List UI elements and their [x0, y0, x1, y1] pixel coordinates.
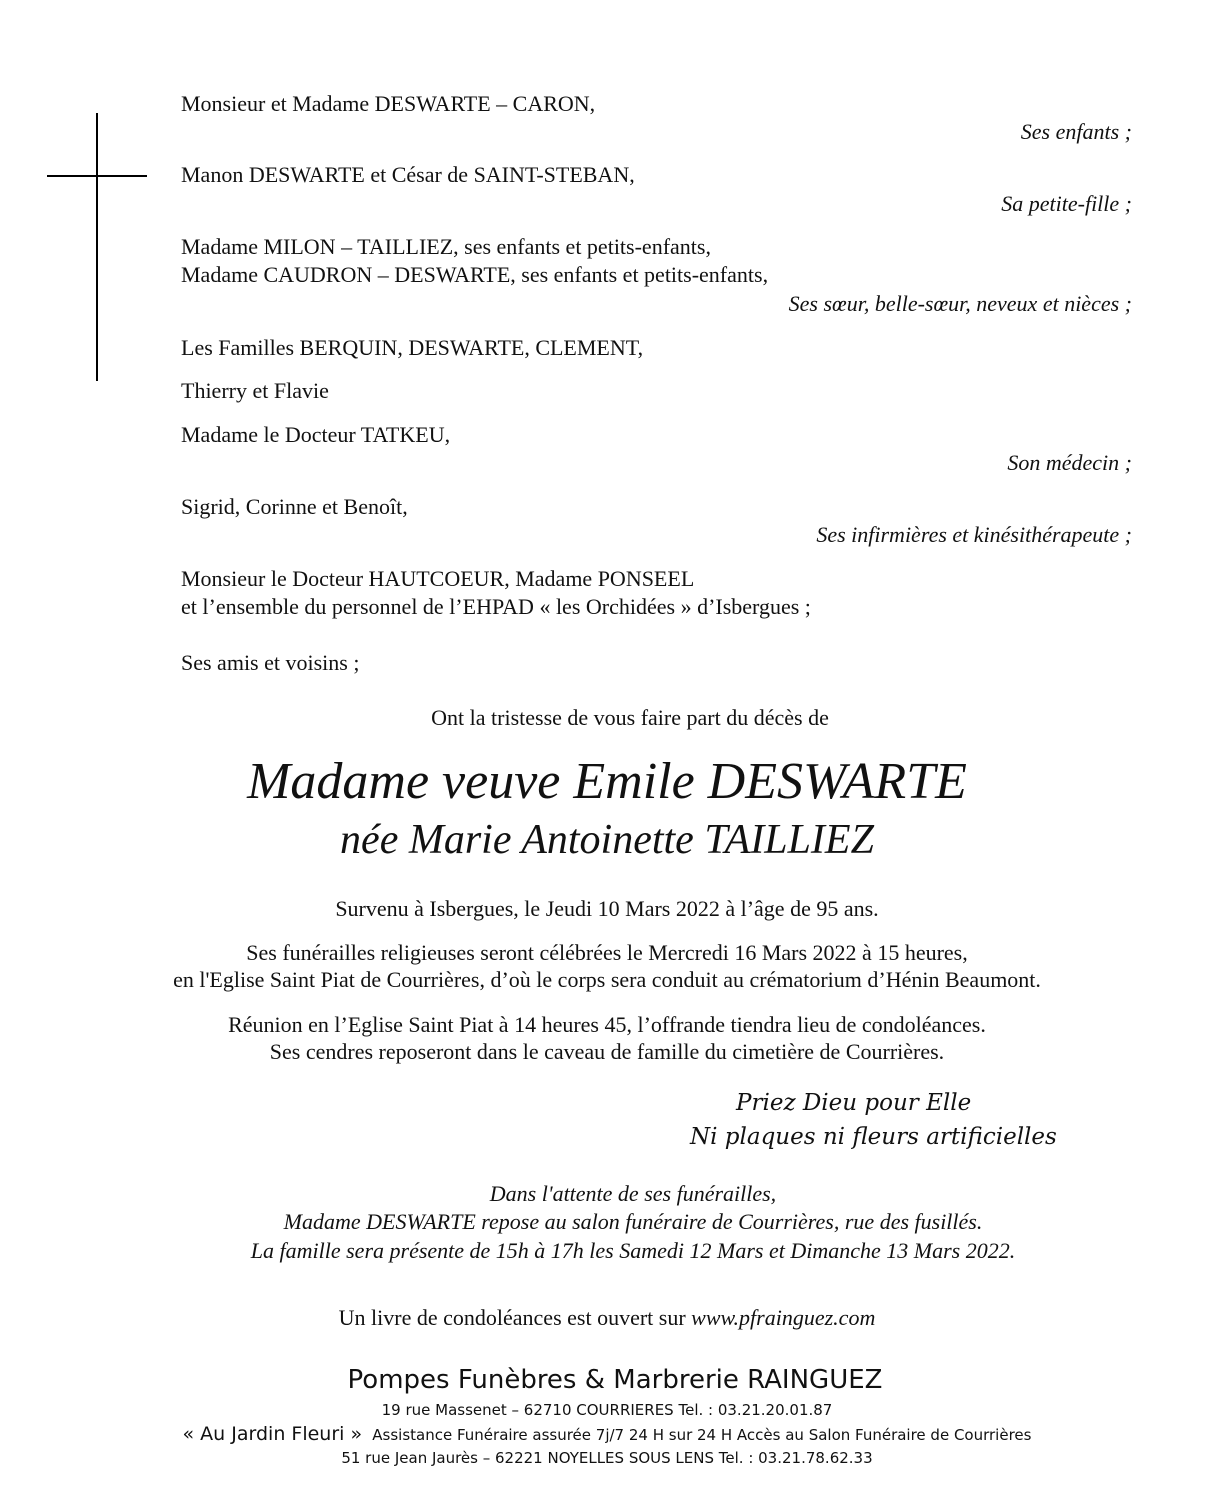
- jardin-address: 51 rue Jean Jaurès – 62221 NOYELLES SOUS LENS Tel. : 03.21.78.62.33: [341, 1449, 873, 1467]
- relation-label: Ses enfants ;: [1020, 119, 1132, 144]
- family-line: Madame CAUDRON – DESWARTE, ses enfants et petits-enfants,: [181, 262, 769, 287]
- relation-label: Ses infirmières et kinésithérapeute ;: [816, 522, 1132, 547]
- condolence-url[interactable]: www.pfrainguez.com: [691, 1305, 876, 1330]
- company-name: Pompes Funèbres & Marbrerie RAINGUEZ: [347, 1365, 883, 1395]
- relation-label: Ses sœur, belle-sœur, neveux et nièces ;: [788, 291, 1132, 316]
- cross-icon: [96, 113, 98, 381]
- wake-line: La famille sera présente de 15h à 17h les Samedi 12 Mars et Dimanche 13 Mars 2022.: [250, 1238, 1016, 1263]
- family-line: Monsieur le Docteur HAUTCOEUR, Madame PONSEEL: [181, 566, 695, 591]
- family-line: Manon DESWARTE et César de SAINT-STEBAN,: [181, 162, 635, 187]
- deceased-name: Madame veuve Emile DESWARTE: [247, 753, 967, 810]
- flowers-line: Ni plaques ni fleurs artificielles: [690, 1124, 1057, 1150]
- family-line: et l’ensemble du personnel de l’EHPAD « les Orchidées » d’Isbergues ;: [181, 594, 811, 619]
- relation-label: Son médecin ;: [1007, 450, 1132, 475]
- jardin-line: [0, 1423, 1214, 1445]
- cross-icon-bar: [47, 175, 147, 177]
- family-line: Madame MILON – TAILLIEZ, ses enfants et petits-enfants,: [181, 234, 711, 259]
- funeral-info: en l'Eglise Saint Piat de Courrières, d’où le corps sera conduit au crématorium d’Hénin Beaumont.: [173, 967, 1041, 992]
- family-line: Monsieur et Madame DESWARTE – CARON,: [181, 91, 596, 116]
- family-line: Sigrid, Corinne et Benoît,: [181, 494, 408, 519]
- jardin-name: « Au Jardin Fleuri »: [182, 1423, 363, 1445]
- family-line: Les Familles BERQUIN, DESWARTE, CLEMENT,: [181, 335, 644, 360]
- deceased-maiden-name: née Marie Antoinette TAILLIEZ: [340, 817, 874, 863]
- family-line: Madame le Docteur TATKEU,: [181, 422, 451, 447]
- gathering-info: Réunion en l’Eglise Saint Piat à 14 heures 45, l’offrande tiendra lieu de condoléances.: [228, 1012, 986, 1037]
- wake-line: Madame DESWARTE repose au salon funéraire de Courrières, rue des fusillés.: [283, 1209, 983, 1234]
- services-text: Assistance Funéraire assurée 7j/7 24 H sur 24 H Accès au Salon Funéraire de Courrières: [372, 1426, 1032, 1444]
- relation-label: Sa petite-fille ;: [1001, 191, 1132, 216]
- prayer-line: Priez Dieu pour Elle: [736, 1090, 972, 1116]
- company-address: 19 rue Massenet – 62710 COURRIERES Tel. : 03.21.20.01.87: [381, 1401, 833, 1419]
- family-line: Thierry et Flavie: [181, 378, 329, 403]
- ashes-info: Ses cendres reposeront dans le caveau de famille du cimetière de Courrières.: [269, 1039, 945, 1064]
- condolence-text: Un livre de condoléances est ouvert sur: [338, 1305, 692, 1330]
- announcement: Ont la tristesse de vous faire part du décès de: [431, 705, 829, 730]
- condolence-line: [0, 1305, 1214, 1331]
- wake-line: Dans l'attente de ses funérailles,: [489, 1181, 777, 1206]
- family-line: Ses amis et voisins ;: [181, 650, 360, 675]
- funeral-info: Ses funérailles religieuses seront célébrées le Mercredi 16 Mars 2022 à 15 heures,: [246, 940, 968, 965]
- death-info: Survenu à Isbergues, le Jeudi 10 Mars 2022 à l’âge de 95 ans.: [335, 896, 879, 921]
